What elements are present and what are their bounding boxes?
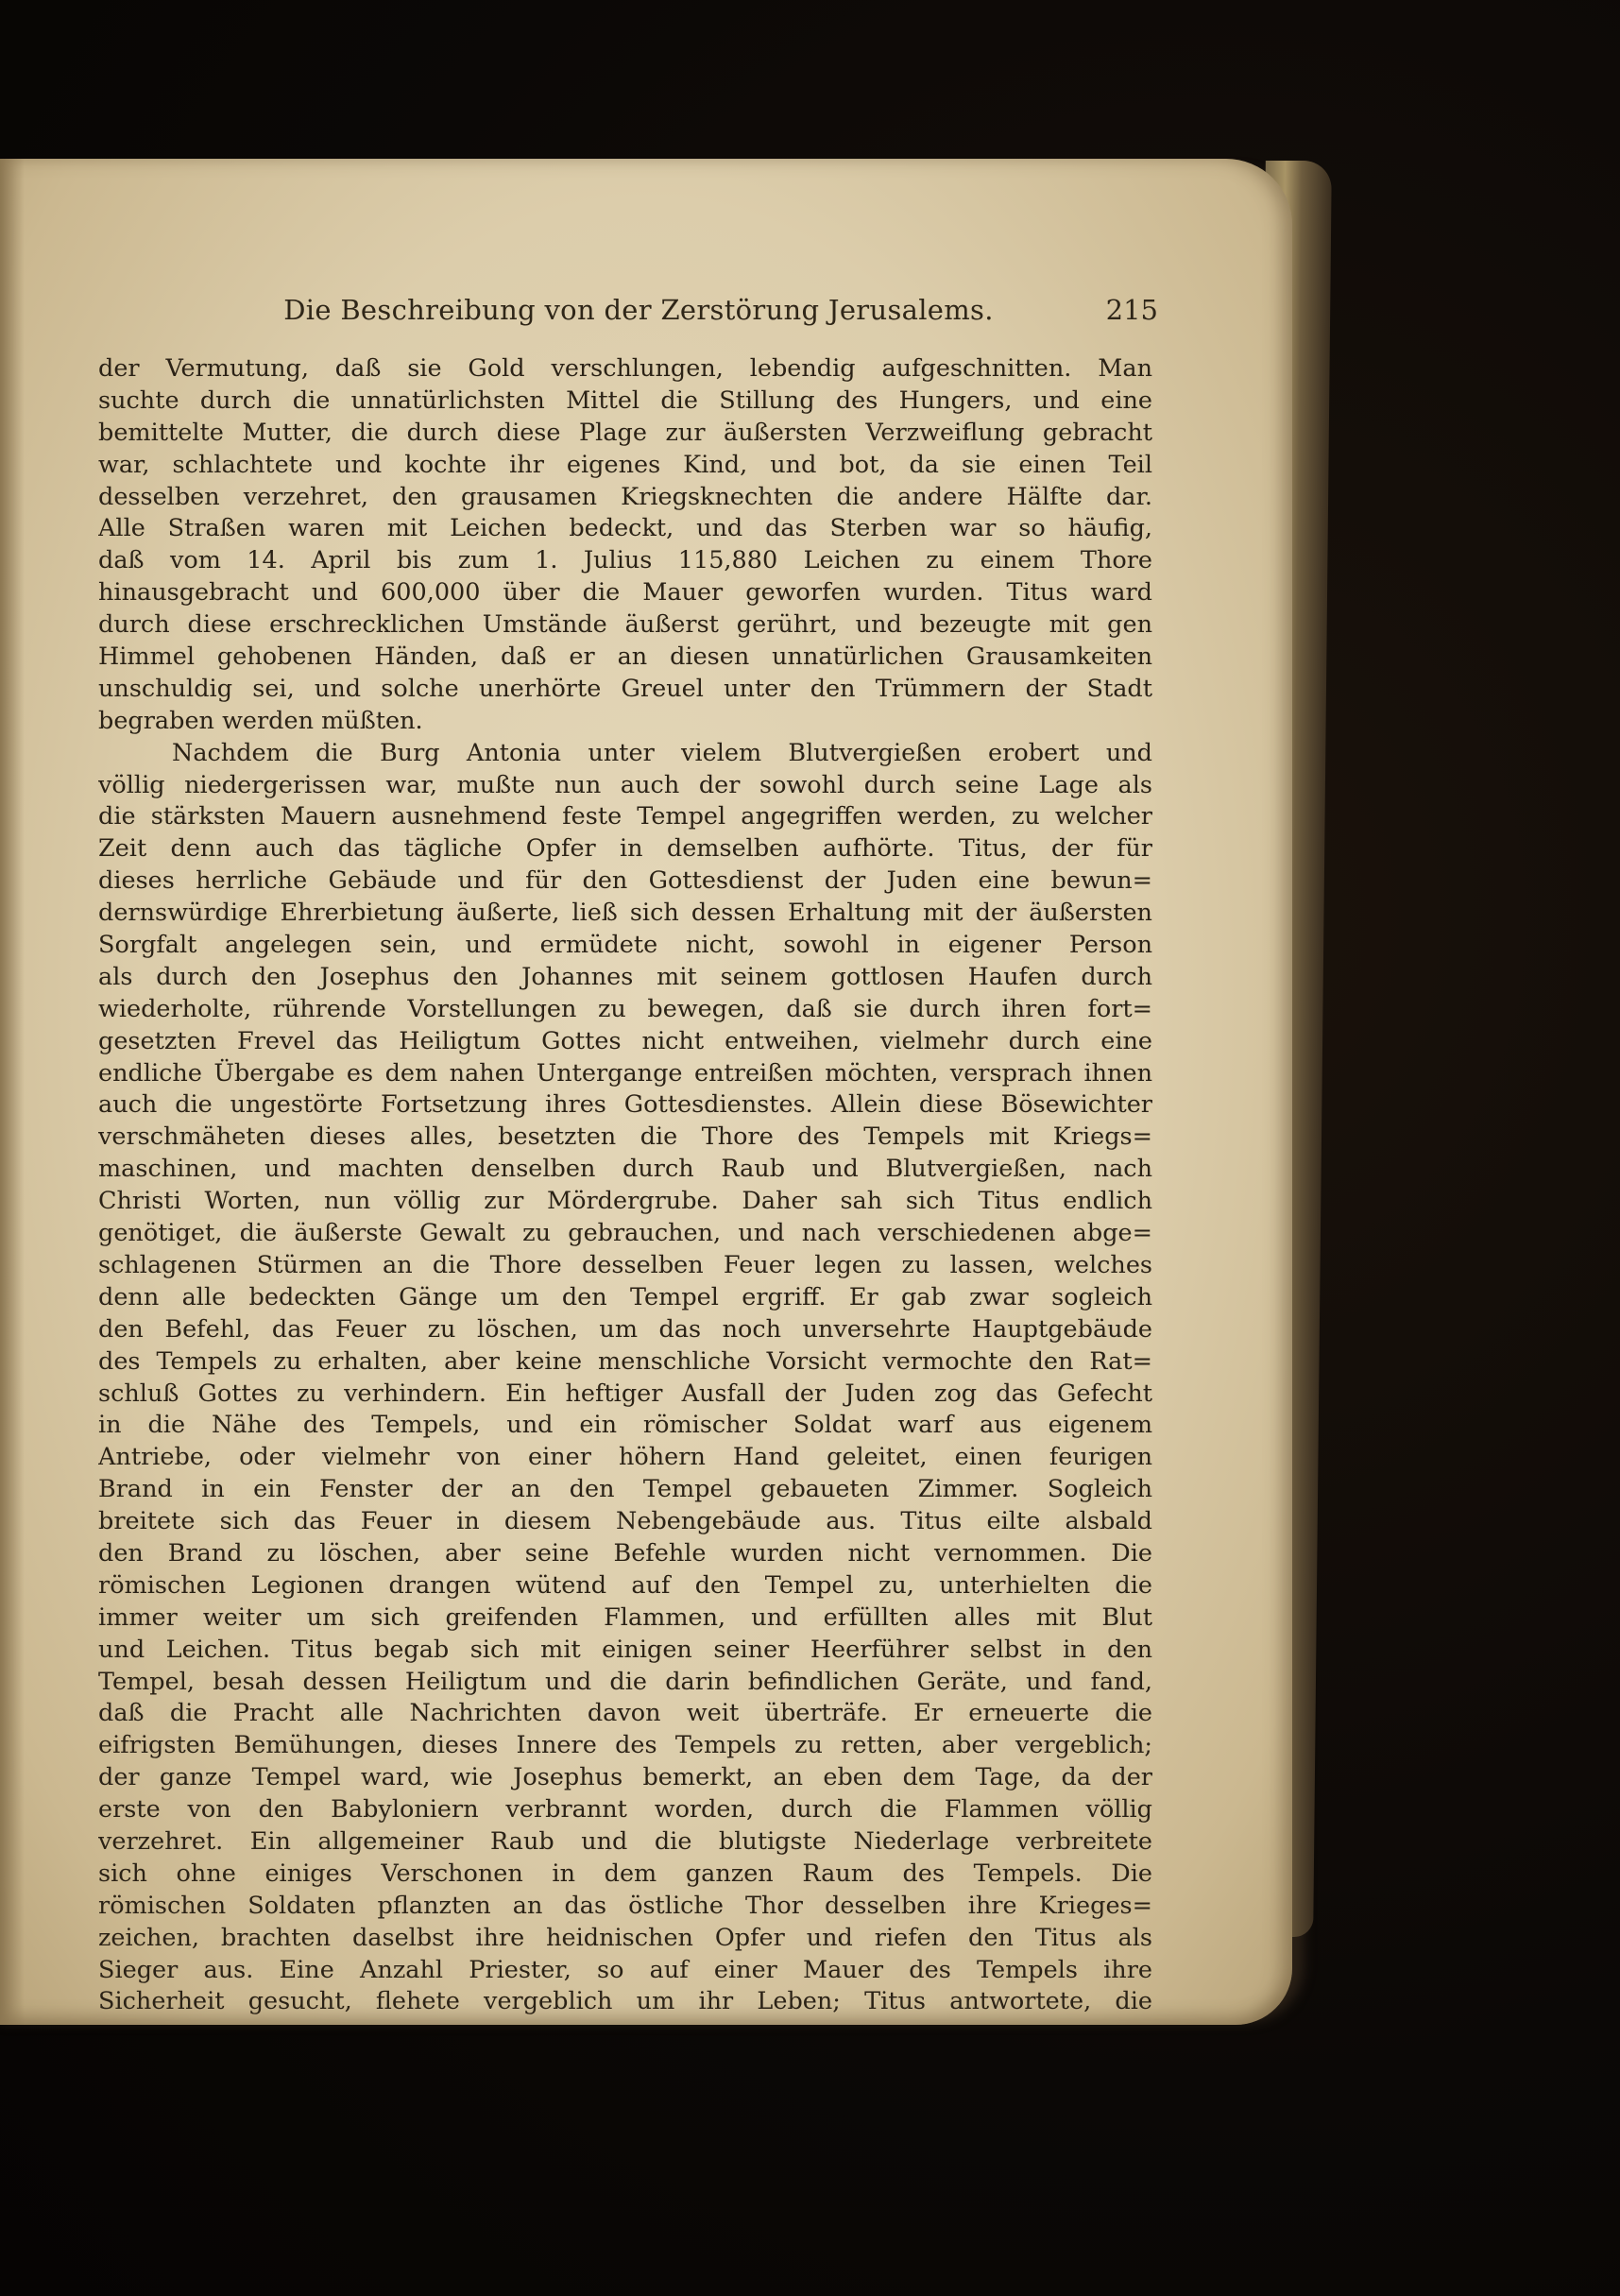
running-title: Die Beschreibung von der Zerstörung Jerusalems. xyxy=(283,294,994,326)
text-line: Antriebe, oder vielmehr von einer höhern Hand geleitet, einen feurigen xyxy=(98,1443,1152,1472)
text-line: römischen Legionen drangen wütend auf den Tempel zu, unterhielten die xyxy=(98,1570,1152,1600)
text-line: immer weiter um sich greifenden Flammen, und erfüllten alles mit Blut xyxy=(98,1602,1152,1632)
text-line: eifrigsten Bemühungen, dieses Innere des Tempels zu retten, aber vergeblich; xyxy=(98,1731,1152,1760)
text-line: gesetzten Frevel das Heiligtum Gottes nicht entweihen, vielmehr durch eine xyxy=(98,1026,1152,1055)
text-line: erste von den Babyloniern verbrannt worden, durch die Flammen völlig xyxy=(98,1795,1152,1825)
text-line: war, schlachtete und kochte ihr eigenes Kind, und bot, da sie einen Teil xyxy=(98,450,1152,479)
text-line: und Leichen. Titus begab sich mit einigen seiner Heerführer selbst in den xyxy=(98,1635,1152,1664)
text-line: dernswürdige Ehrerbietung äußerte, ließ sich dessen Erhaltung mit der äußersten xyxy=(98,899,1152,928)
text-line: Sorgfalt angelegen sein, und ermüdete nicht, sowohl in eigener Person xyxy=(98,931,1152,960)
text-line: verzehret. Ein allgemeiner Raub und die blutigste Niederlage verbreitete xyxy=(98,1826,1152,1856)
text-line: Alle Straßen waren mit Leichen bedeckt, und das Sterben war so häufig, xyxy=(98,514,1152,543)
text-line: wiederholte, rührende Vorstellungen zu bewegen, daß sie durch ihren fort= xyxy=(98,994,1152,1023)
page-number: 215 xyxy=(1105,294,1158,326)
text-line: auch die ungestörte Fortsetzung ihres Gottesdienstes. Allein diese Bösewichter xyxy=(98,1090,1152,1120)
text-line: den Brand zu löschen, aber seine Befehle wurden nicht vernommen. Die xyxy=(98,1538,1152,1568)
text-line: der Vermutung, daß sie Gold verschlungen, lebendig aufgeschnitten. Man xyxy=(98,354,1152,383)
text-line: endliche Übergabe es dem nahen Untergange entreißen möchten, versprach ihnen xyxy=(98,1058,1152,1088)
text-line: den Befehl, das Feuer zu löschen, um das noch unversehrte Hauptgebäude xyxy=(98,1314,1152,1344)
text-line: sich ohne einiges Verschonen in dem ganzen Raum des Tempels. Die xyxy=(98,1859,1152,1888)
text-line: Christi Worten, nun völlig zur Mördergrube. Daher sah sich Titus endlich xyxy=(98,1187,1152,1216)
text-line: genötiget, die äußerste Gewalt zu gebrauchen, und nach verschiedenen abge= xyxy=(98,1219,1152,1248)
book-page xyxy=(0,159,1292,2025)
text-line: suchte durch die unnatürlichsten Mittel die Stillung des Hungers, und eine xyxy=(98,386,1152,415)
text-line: durch diese erschrecklichen Umstände äußerst gerührt, und bezeugte mit gen xyxy=(98,610,1152,640)
text-line: bemittelte Mutter, die durch diese Plage zur äußersten Verzweiflung gebracht xyxy=(98,418,1152,447)
text-line: der ganze Tempel ward, wie Josephus bemerkt, an eben dem Tage, da der xyxy=(98,1763,1152,1792)
text-line: daß die Pracht alle Nachrichten davon weit überträfe. Er erneuerte die xyxy=(98,1699,1152,1728)
text-line: völlig niedergerissen war, mußte nun auch der sowohl durch seine Lage als xyxy=(98,770,1152,799)
text-line: Brand in ein Fenster der an den Tempel gebaueten Zimmer. Sogleich xyxy=(98,1475,1152,1504)
text-line: hinausgebracht und 600,000 über die Mauer geworfen wurden. Titus ward xyxy=(98,578,1152,608)
text-line xyxy=(98,2018,1152,2050)
text-line: schlagenen Stürmen an die Thore desselben Feuer legen zu lassen, welches xyxy=(98,1250,1152,1279)
text-line: in die Nähe des Tempels, und ein römischer Soldat warf aus eigenem xyxy=(98,1411,1152,1440)
text-line: desselben verzehret, den grausamen Kriegsknechten die andere Hälfte dar. xyxy=(98,482,1152,511)
text-line: Himmel gehobenen Händen, daß er an diesen unnatürlichen Grausamkeiten xyxy=(98,643,1152,672)
text-line: breitete sich das Feuer in diesem Nebengebäude aus. Titus eilte alsbald xyxy=(98,1507,1152,1536)
text-line: Sicherheit gesucht, flehete vergeblich um ihr Leben; Titus antwortete, die xyxy=(98,1987,1152,2016)
text-line: Tempel, besah dessen Heiligtum und die darin befindlichen Geräte, und fand, xyxy=(98,1667,1152,1696)
running-header xyxy=(280,294,1158,332)
text-line: maschinen, und machten denselben durch Raub und Blutvergießen, nach xyxy=(98,1155,1152,1184)
text-line: verschmäheten dieses alles, besetzten die Thore des Tempels mit Kriegs= xyxy=(98,1122,1152,1152)
text-line: schluß Gottes zu verhindern. Ein heftiger Ausfall der Juden zog das Gefecht xyxy=(98,1379,1152,1408)
text-line: zeichen, brachten daselbst ihre heidnischen Opfer und riefen den Titus als xyxy=(98,1923,1152,1952)
text-line: des Tempels zu erhalten, aber keine menschliche Vorsicht vermochte den Rat= xyxy=(98,1346,1152,1376)
text-line: die stärksten Mauern ausnehmend feste Tempel angegriffen werden, zu welcher xyxy=(98,802,1152,831)
text-line: als durch den Josephus den Johannes mit seinem gottlosen Haufen durch xyxy=(98,962,1152,991)
text-line: Zeit denn auch das tägliche Opfer in demselben aufhörte. Titus, der für xyxy=(98,834,1152,864)
text-line: denn alle bedeckten Gänge um den Tempel ergriff. Er gab zwar sogleich xyxy=(98,1282,1152,1311)
body-text xyxy=(98,353,1152,2050)
text-line: römischen Soldaten pflanzten an das östliche Thor desselben ihre Krieges= xyxy=(98,1891,1152,1920)
text-line: dieses herrliche Gebäude und für den Gottesdienst der Juden eine bewun= xyxy=(98,866,1152,896)
text-line: daß vom 14. April bis zum 1. Julius 115,880 Leichen zu einem Thore xyxy=(98,546,1152,575)
text-line: Sieger aus. Eine Anzahl Priester, so auf einer Mauer des Tempels ihre xyxy=(98,1955,1152,1984)
text-line: unschuldig sei, und solche unerhörte Greuel unter den Trümmern der Stadt xyxy=(98,674,1152,703)
text-line: Nachdem die Burg Antonia unter vielem Blutvergießen erobert und xyxy=(172,738,1152,767)
text-line: begraben werden müßten. xyxy=(98,706,423,735)
